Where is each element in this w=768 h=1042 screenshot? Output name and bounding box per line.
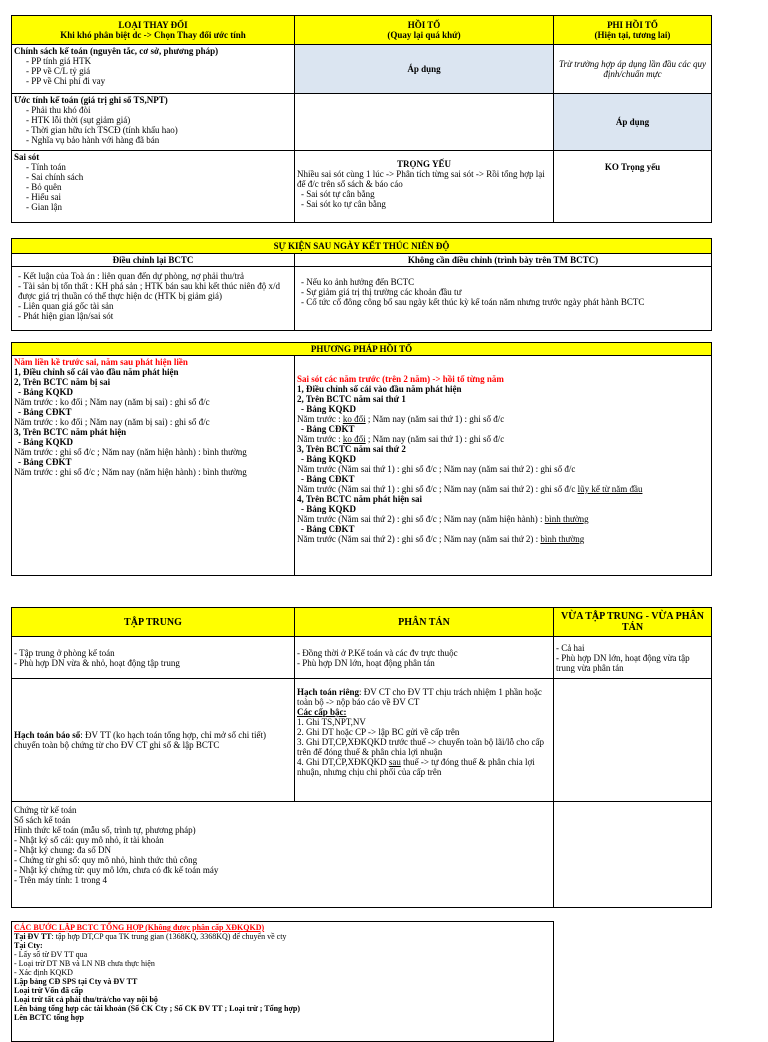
mixed-header: VỪA TẬP TRUNG - VỪA PHÂN TÁN [554,608,712,637]
header-prospective: PHI HỒI TỐ (Hiện tại, tương lai) [554,16,712,45]
estimate-apply-cell: Áp dụng [554,94,712,151]
accounting-forms-cell: Chứng từ kế toán Sổ sách kế toán Hình thức kế toán (mẫu sổ, trình tự, phương pháp) - Nhật ký sổ cái: quy mô nhỏ, ít tài khoản - Nhật ký chung: đa số DN - Chứng từ ghi sổ: quy mô nhỏ, hình thức thủ công - Nhật ký chứng từ: quy mô lớn, chưa có đk kế toán máy - Trên máy tính: 1 trong 4 [12,802,554,908]
estimate-empty-cell [295,94,554,151]
decentralized-header: PHÂN TÁN [295,608,554,637]
accounting-policy-cell: Chính sách kế toán (nguyên tắc, cơ sở, phương pháp) - PP tính giá HTK - PP về C/L tỷ giá - PP về Chi phí đi vay [12,45,295,94]
separate-accounting-cell: Hạch toán riêng: ĐV CT cho ĐV TT chịu trách nhiệm 1 phần hoặc toàn bộ -> nộp báo cáo về ĐV CT Các cấp bậc: 1. Ghi TS,NPT,NV 2. Ghi DT hoặc CP -> lập BC gửi về cấp trên 3. Ghi DT,CP,XĐKQKD trước thuế -> chuyển toàn bộ lãi/lỗ cho cấp trên để đóng thuế & phân chia lợi nhuận 4. Ghi DT,CP,XĐKQKD sau thuế -> tự đóng thuế & phân chia lợi nhuận, nhưng chịu chi phối của cấp trên [295,679,554,802]
decentralized-desc-cell: - Đồng thời ở P.Kế toán và các đv trực thuộc - Phù hợp DN lớn, hoạt động phân tán [295,637,554,679]
policy-exception-cell: Trừ trường hợp áp dụng lần đầu các quy định/chuẩn mực [554,45,712,94]
forms-empty-cell [554,802,712,908]
material-errors-cell: TRỌNG YẾU Nhiều sai sót cùng 1 lúc -> Phân tích từng sai sót -> Rồi tổng hợp lại để đ/c trên sổ sách & báo cáo - Sai sót tự cân bằng - Sai sót ko tự cân bằng [295,151,554,223]
change-types-table [11,15,712,223]
mixed-desc-cell: - Cả hai - Phù hợp DN lớn, hoạt động vừa tập trung vừa phân tán [554,637,712,679]
non-adjusting-header: Không cần điều chỉnh (trình bày trên TM BCTC) [295,254,712,267]
adjusting-events-cell: - Kết luận của Toà án : liên quan đến dự phòng, nợ phải thu/trả - Tài sản bị tổn thất : KH phá sản ; HTK bán sau khi kết thúc niên độ x/d được giá trị thuần có thể thực hiện dc (HTK bị giảm giá) - Liên quan giá gốc tài sản - Phát hiện gian lận/sai sót [12,267,295,331]
report-accounting-cell: Hạch toán báo sổ: ĐV TT (ko hạch toán tổng hợp, chỉ mở sổ chi tiết) chuyển toàn bộ chứng từ cho ĐV CT ghi sổ & lập BCTC [12,679,295,802]
header-change-type: LOẠI THAY ĐỔI Khi khó phân biệt dc -> Chọn Thay đổi ước tính [12,16,295,45]
retrospective-method-table [11,342,712,576]
multi-year-cell: Sai sót các năm trước (trên 2 năm) -> hồi tố từng năm 1, Điều chỉnh số cái vào đầu năm phát hiện 2, Trên BCTC năm sai thứ 1 - Bảng KQKD Năm trước : ko đổi ; Năm nay (năm sai thứ 1) : ghi sổ đ/c - Bảng CĐKT Năm trước : ko đổi ; Năm nay (năm sai thứ 1) : ghi sổ đ/c 3, Trên BCTC năm sai thứ 2 - Bảng KQKD Năm trước (Năm sai thứ 1) : ghi sổ đ/c ; Năm nay (năm sai thứ 2) : ghi sổ đ/c - Bảng CĐKT Năm trước (Năm sai thứ 1) : ghi sổ đ/c ; Năm nay (năm sai thứ 2) : ghi sổ đ/c lũy kế từ năm đầu 4, Trên BCTC năm phát hiện sai - Bảng KQKD Năm trước (Năm sai thứ 2) : ghi sổ đ/c ; Năm nay (năm hiện hành) : bình thường - Bảng CĐKT Năm trước (Năm sai thứ 2) : ghi sổ đ/c ; Năm nay (năm sai thứ 2) : bình thường [295,356,712,576]
policy-apply-cell: Áp dụng [295,45,554,94]
consolidated-steps-cell: CÁC BƯỚC LẬP BCTC TỔNG HỢP (Không được phân cấp XĐKQKD) Tại ĐV TT: tập hợp DT,CP qua TK trung gian (1368KQ, 3368KQ) để chuyển về cty Tại Cty: - Lấy số từ ĐV TT qua - Loại trừ DT NB và LN NB chưa thực hiện - Xác định KQKD Lập bảng CĐ SPS tại Cty và ĐV TT Loại trừ Vốn đã cấp Loại trừ tất cả phải thu/trả/cho vay nội bộ Lên bảng tổng hợp các tài khoản (Số CK Cty ; Số CK ĐV TT ; Loại trừ ; Tổng hợp) Lên BCTC tổng hợp [12,922,554,1042]
header-retrospective: HỒI TỐ (Quay lại quá khứ) [295,16,554,45]
centralized-desc-cell: - Tập trung ở phòng kế toán - Phù hợp DN vừa & nhỏ, hoạt động tập trung [12,637,295,679]
subsequent-events-title: SỰ KIỆN SAU NGÀY KẾT THÚC NIÊN ĐỘ [12,239,712,254]
adjacent-year-cell: Năm liền kề trước sai, năm sau phát hiện liền 1, Điều chỉnh số cái vào đầu năm phát hiện 2, Trên BCTC năm bị sai - Bảng KQKD Năm trước : ko đổi ; Năm nay (năm bị sai) : ghi sổ đ/c - Bảng CĐKT Năm trước : ko đổi ; Năm nay (năm bị sai) : ghi sổ đ/c 3, Trên BCTC năm phát hiện - Bảng KQKD Năm trước : ghi sổ đ/c ; Năm nay (năm hiện hành) : bình thường - Bảng CĐKT Năm trước : ghi sổ đ/c ; Năm nay (năm hiện hành) : bình thường [12,356,295,576]
subsequent-events-table [11,238,712,331]
non-adjusting-events-cell: - Nếu ko ảnh hưởng đến BCTC - Sự giảm giá trị thị trường các khoản đầu tư - Cổ tức cổ đông công bố sau ngày kết thúc kỳ kế toán năm nhưng trước ngày phát hành BCTC [295,267,712,331]
retrospective-method-title: PHƯƠNG PHÁP HỒI TỐ [12,343,712,356]
organization-model-table [11,607,712,908]
mixed-empty-cell [554,679,712,802]
errors-cell: Sai sót - Tính toán - Sai chính sách - Bỏ quên - Hiểu sai - Gian lận [12,151,295,223]
adjusting-header: Điều chỉnh lại BCTC [12,254,295,267]
centralized-header: TẬP TRUNG [12,608,295,637]
accounting-estimate-cell: Ước tính kế toán (giá trị ghi sổ TS,NPT) - Phải thu khó đòi - HTK lỗi thời (sụt giảm giá) - Thời gian hữu ích TSCĐ (tính khấu hao) - Nghĩa vụ bảo hành với hàng đã bán [12,94,295,151]
immaterial-cell: KO Trọng yếu [554,151,712,223]
